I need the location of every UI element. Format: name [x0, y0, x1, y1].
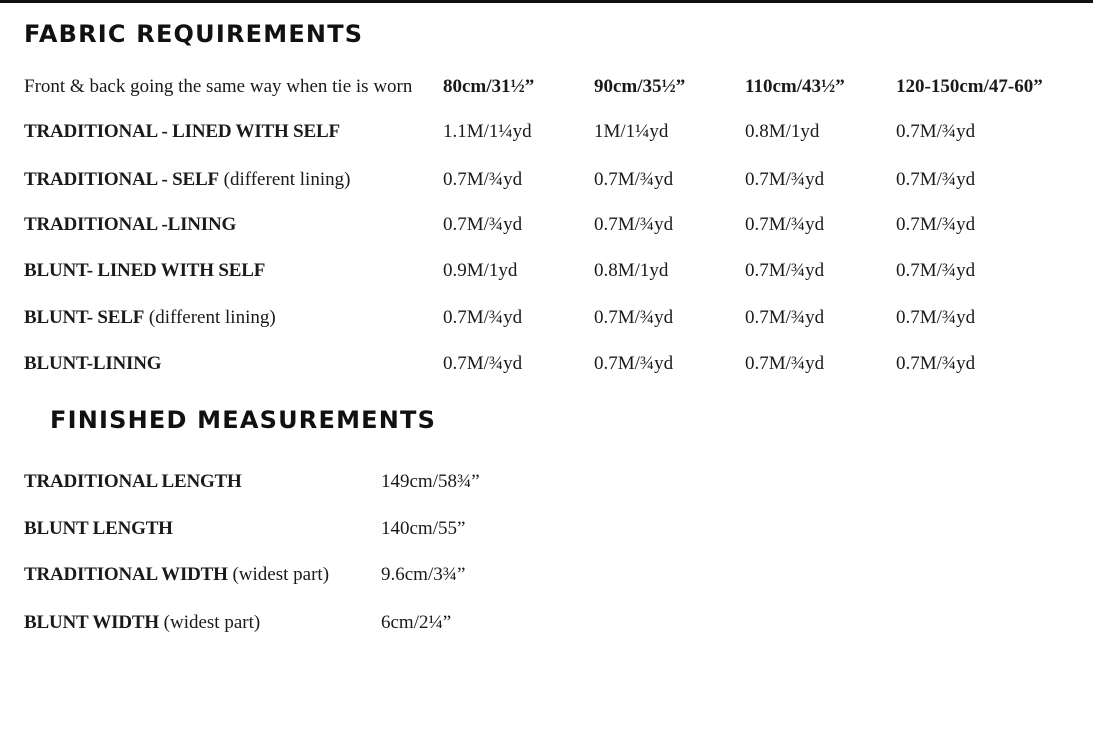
fabric-value: 0.7M/¾yd [745, 214, 825, 235]
fabric-value: 0.7M/¾yd [896, 260, 976, 281]
measurement-row [0, 467, 1093, 497]
fabric-row [0, 349, 1093, 379]
fabric-value: 0.7M/¾yd [594, 169, 674, 190]
measurement-label [24, 514, 173, 544]
measurement-row [0, 560, 1093, 590]
fabric-row [0, 117, 1093, 147]
top-rule [0, 0, 1093, 3]
fabric-row-label-main: BLUNT- LINED WITH SELF [24, 260, 266, 281]
measurement-label [24, 467, 242, 497]
measurement-label-note: (widest part) [232, 564, 330, 585]
fabric-requirements-title: FABRIC REQUIREMENTS [24, 20, 364, 48]
fabric-row [0, 256, 1093, 286]
fabric-row-label-main: TRADITIONAL - LINED WITH SELF [24, 121, 340, 142]
fabric-value: 0.7M/¾yd [896, 121, 976, 142]
fabric-value: 0.7M/¾yd [896, 214, 976, 235]
fabric-value: 0.7M/¾yd [594, 214, 674, 235]
measurement-value: 9.6cm/3¾” [381, 564, 466, 585]
fabric-row-label [24, 349, 161, 379]
fabric-row [0, 303, 1093, 333]
fabric-value: 0.7M/¾yd [594, 307, 674, 328]
fabric-value: 0.7M/¾yd [745, 169, 825, 190]
fabric-value: 0.8M/1yd [594, 260, 669, 281]
measurement-value: 6cm/2¼” [381, 612, 452, 633]
fabric-row-label-main: BLUNT-LINING [24, 353, 162, 374]
fabric-row-label [24, 256, 265, 286]
measurement-row [0, 514, 1093, 544]
fabric-value: 0.7M/¾yd [745, 260, 825, 281]
measurement-label [24, 560, 329, 590]
fabric-row-label-main: BLUNT- SELF [24, 307, 145, 328]
measurement-value: 140cm/55” [381, 518, 466, 539]
fabric-row-label [24, 165, 350, 195]
fabric-value: 0.7M/¾yd [443, 307, 523, 328]
fabric-value: 0.7M/¾yd [745, 307, 825, 328]
fabric-value: 0.8M/1yd [745, 121, 820, 142]
fabric-width-80: 80cm/31½” [443, 76, 535, 97]
fabric-row-label [24, 303, 276, 333]
fabric-value: 0.7M/¾yd [443, 214, 523, 235]
fabric-value: 0.7M/¾yd [896, 353, 976, 374]
fabric-row-label-main: TRADITIONAL -LINING [24, 214, 237, 235]
measurement-label-main: BLUNT LENGTH [24, 518, 173, 539]
fabric-row-label [24, 117, 340, 147]
fabric-header-row [0, 72, 1093, 102]
fabric-value: 0.7M/¾yd [443, 353, 523, 374]
fabric-value: 0.7M/¾yd [745, 353, 825, 374]
fabric-row-label-note: (different lining) [148, 307, 276, 328]
fabric-value: 1M/1¼yd [594, 121, 669, 142]
fabric-width-110: 110cm/43½” [745, 76, 845, 97]
fabric-header-label: Front & back going the same way when tie is worn [24, 76, 413, 97]
measurement-row [0, 608, 1093, 638]
measurement-label [24, 608, 260, 638]
finished-measurements-title: FINISHED MEASUREMENTS [50, 406, 437, 434]
fabric-value: 0.7M/¾yd [896, 307, 976, 328]
fabric-row [0, 210, 1093, 240]
fabric-row-label-note: (different lining) [223, 169, 351, 190]
fabric-value: 1.1M/1¼yd [443, 121, 532, 142]
fabric-value: 0.7M/¾yd [443, 169, 523, 190]
measurement-label-main: BLUNT WIDTH [24, 612, 159, 633]
fabric-width-120-150: 120-150cm/47-60” [896, 76, 1043, 97]
fabric-row-label [24, 210, 236, 240]
fabric-width-90: 90cm/35½” [594, 76, 686, 97]
fabric-row [0, 165, 1093, 195]
fabric-row-label-main: TRADITIONAL - SELF [24, 169, 219, 190]
fabric-value: 0.7M/¾yd [896, 169, 976, 190]
measurement-label-note: (widest part) [163, 612, 261, 633]
measurement-label-main: TRADITIONAL LENGTH [24, 471, 242, 492]
fabric-value: 0.9M/1yd [443, 260, 518, 281]
fabric-value: 0.7M/¾yd [594, 353, 674, 374]
measurement-value: 149cm/58¾” [381, 471, 480, 492]
measurement-label-main: TRADITIONAL WIDTH [24, 564, 228, 585]
